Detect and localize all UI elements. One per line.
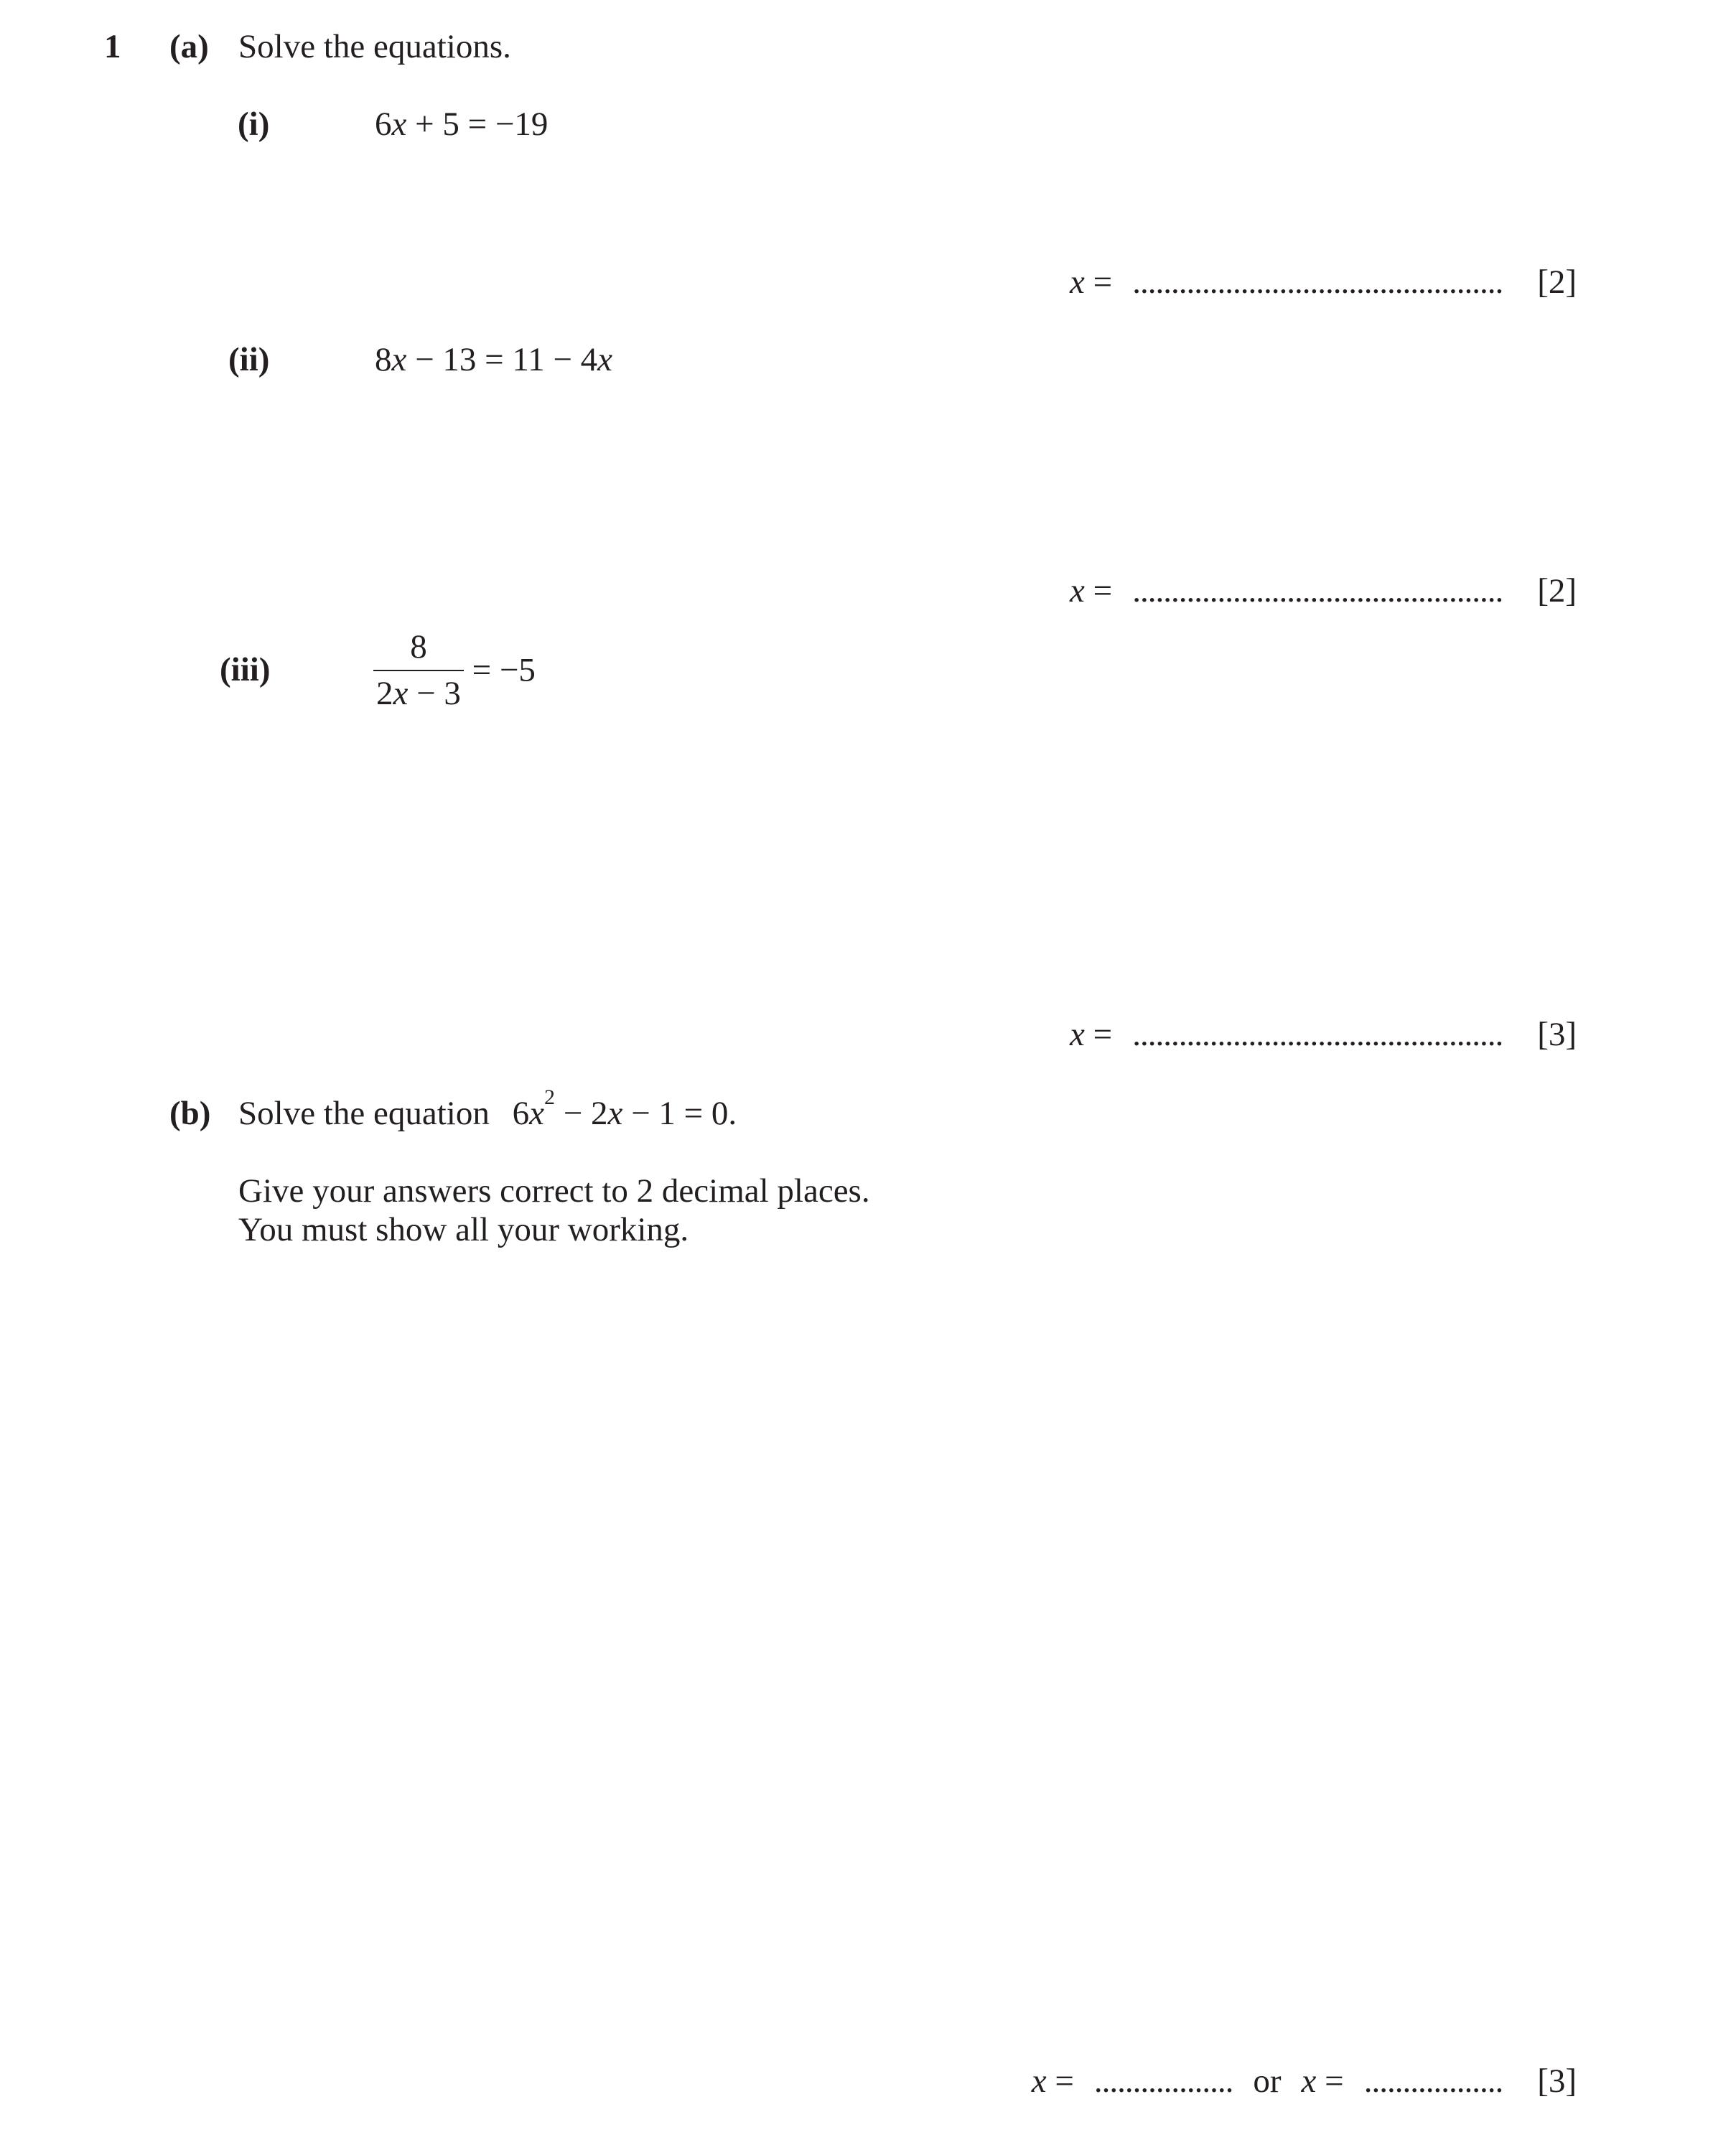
- part-b-instruction: Solve the equation $6x^2 - 2x - 1 = 0$.: [238, 1085, 737, 1132]
- part-b-label: (b): [169, 1095, 211, 1132]
- item-i-label: (i): [238, 106, 270, 143]
- marks-b: [3]: [1537, 2062, 1577, 2100]
- or-text: or: [1253, 2062, 1282, 2100]
- answer-field-b-2[interactable]: ..................: [1363, 2062, 1503, 2100]
- answer-line-iii: x = ................................................ [3]: [1070, 1016, 1577, 1053]
- part-a-label: (a): [169, 28, 209, 65]
- part-b-equation: $6x^2 - 2x - 1 = 0$.: [512, 1085, 737, 1132]
- answer-field-ii[interactable]: ................................................: [1132, 572, 1503, 609]
- question-number: 1: [104, 28, 121, 65]
- part-a-instruction: Solve the equations.: [238, 28, 511, 65]
- marks-iii: [3]: [1537, 1016, 1577, 1053]
- answer-line-i: x = ................................................ [2]: [1070, 263, 1577, 301]
- item-iii-label: (iii): [220, 651, 271, 688]
- answer-line-b: x = .................. or x = .................. [3]: [1031, 2062, 1577, 2100]
- marks-ii: [2]: [1537, 572, 1577, 609]
- item-i-equation: 6x + 5 = −19: [375, 106, 549, 143]
- item-iii-equation: $\frac{8}{2x - 3}$ = −5: [373, 630, 536, 711]
- answer-field-iii[interactable]: ................................................: [1132, 1016, 1503, 1053]
- part-b-note-2: You must show all your working.: [238, 1211, 689, 1248]
- item-ii-label: (ii): [228, 341, 270, 378]
- item-ii-equation: 8x − 13 = 11 − 4x: [375, 341, 613, 378]
- answer-line-ii: x = ................................................ [2]: [1070, 572, 1577, 609]
- answer-field-i[interactable]: ................................................: [1132, 263, 1503, 301]
- marks-i: [2]: [1537, 263, 1577, 301]
- answer-field-b-1[interactable]: ..................: [1093, 2062, 1233, 2100]
- part-b-note-1: Give your answers correct to 2 decimal places.: [238, 1172, 870, 1210]
- fraction: $\frac{8}{2x - 3}$: [373, 630, 464, 711]
